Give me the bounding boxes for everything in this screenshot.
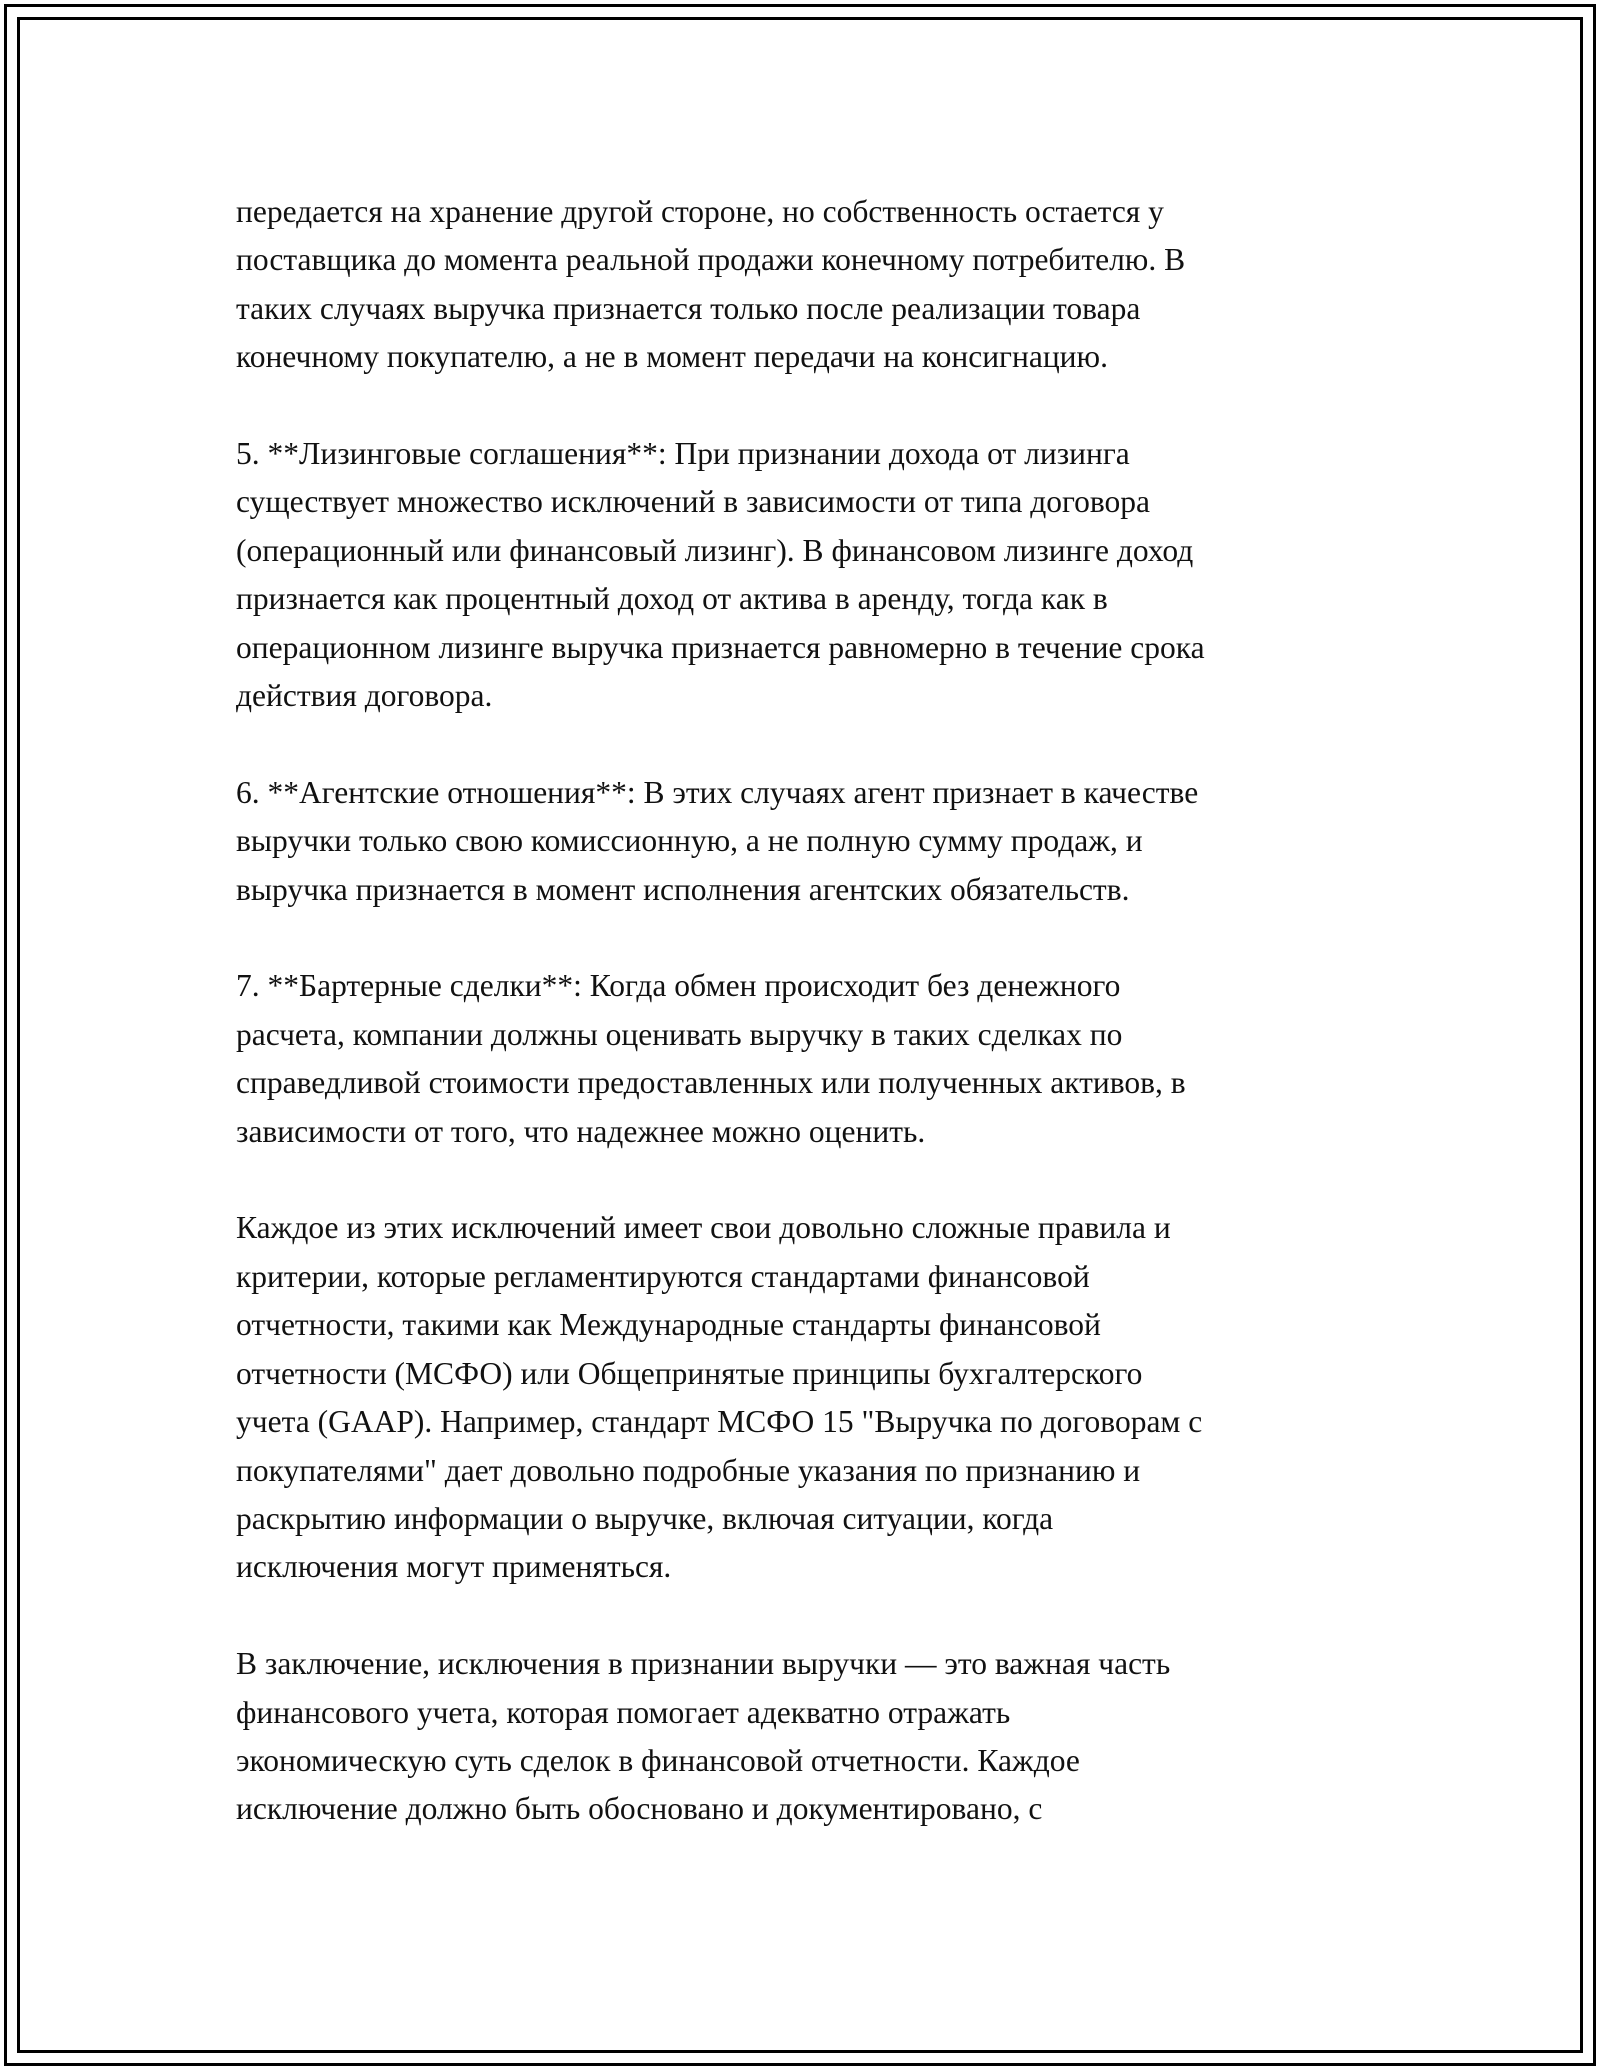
text-line: передается на хранение другой стороне, но собственность остается у (236, 194, 1164, 229)
text-line: поставщика до момента реальной продажи конечному потребителю. В (236, 242, 1186, 278)
paragraph-standards (236, 1204, 1386, 1591)
paragraph-leasing (236, 430, 1386, 720)
text-line: 7. **Бартерные сделки**: Когда обмен происходит без денежного (236, 968, 1121, 1004)
text-line: операционном лизинге выручка признается равномерно в течение срока (236, 629, 1205, 665)
text-line: существует множество исключений в зависимости от типа договора (236, 484, 1151, 520)
text-line: 5. **Лизинговые соглашения**: При признании дохода от лизинга (236, 436, 1130, 472)
text-line: В заключение, исключения в признании выручки — это важная часть (236, 1646, 1171, 1682)
text-line: расчета, компании должны оценивать выручку в таких сделках по (236, 1016, 1123, 1052)
text-line: финансового учета, которая помогает адекватно отражать (236, 1694, 1011, 1730)
text-line: учета (GAAP). Например, стандарт МСФО 15 "Выручка по договорам с (236, 1404, 1203, 1440)
text-line: действия договора. (236, 678, 493, 714)
paragraph-barter (236, 962, 1386, 1156)
text-line: справедливой стоимости предоставленных или полученных активов, в (236, 1065, 1186, 1101)
text-line: (операционный или финансовый лизинг). В финансовом лизинге доход (236, 532, 1194, 568)
text-line: зависимости от того, что надежнее можно оценить. (236, 1113, 926, 1149)
text-line: исключения могут применяться. (236, 1549, 672, 1585)
text-line: Каждое из этих исключений имеет свои довольно сложные правила и (236, 1210, 1171, 1246)
text-line: таких случаях выручка признается только после реализации товара (236, 290, 1141, 326)
paragraph-consignment-continued (236, 188, 1386, 382)
paragraph-conclusion (236, 1640, 1386, 1834)
text-line: исключение должно быть обосновано и документировано, с (236, 1791, 1043, 1827)
text-line: покупателями" дает довольно подробные указания по признанию и (236, 1452, 1141, 1488)
text-line: выручки только свою комиссионную, а не полную сумму продаж, и (236, 823, 1143, 859)
text-line: отчетности, такими как Международные стандарты финансовой (236, 1307, 1101, 1343)
text-line: критерии, которые регламентируются стандартами финансовой (236, 1258, 1090, 1294)
text-line: отчетности (МСФО) или Общепринятые принципы бухгалтерского (236, 1355, 1143, 1391)
text-line: выручка признается в момент исполнения агентских обязательств. (236, 871, 1130, 907)
text-line: экономическую суть сделок в финансовой отчетности. Каждое (236, 1742, 1080, 1778)
text-line: 6. **Агентские отношения**: В этих случаях агент признает в качестве (236, 774, 1199, 810)
text-line: признается как процентный доход от актива в аренду, тогда как в (236, 581, 1108, 617)
text-line: раскрытию информации о выручке, включая ситуации, когда (236, 1500, 1054, 1536)
paragraph-agency (236, 769, 1386, 914)
document-body (236, 188, 1386, 1882)
text-line: конечному покупателю, а не в момент передачи на консигнацию. (236, 339, 1108, 375)
